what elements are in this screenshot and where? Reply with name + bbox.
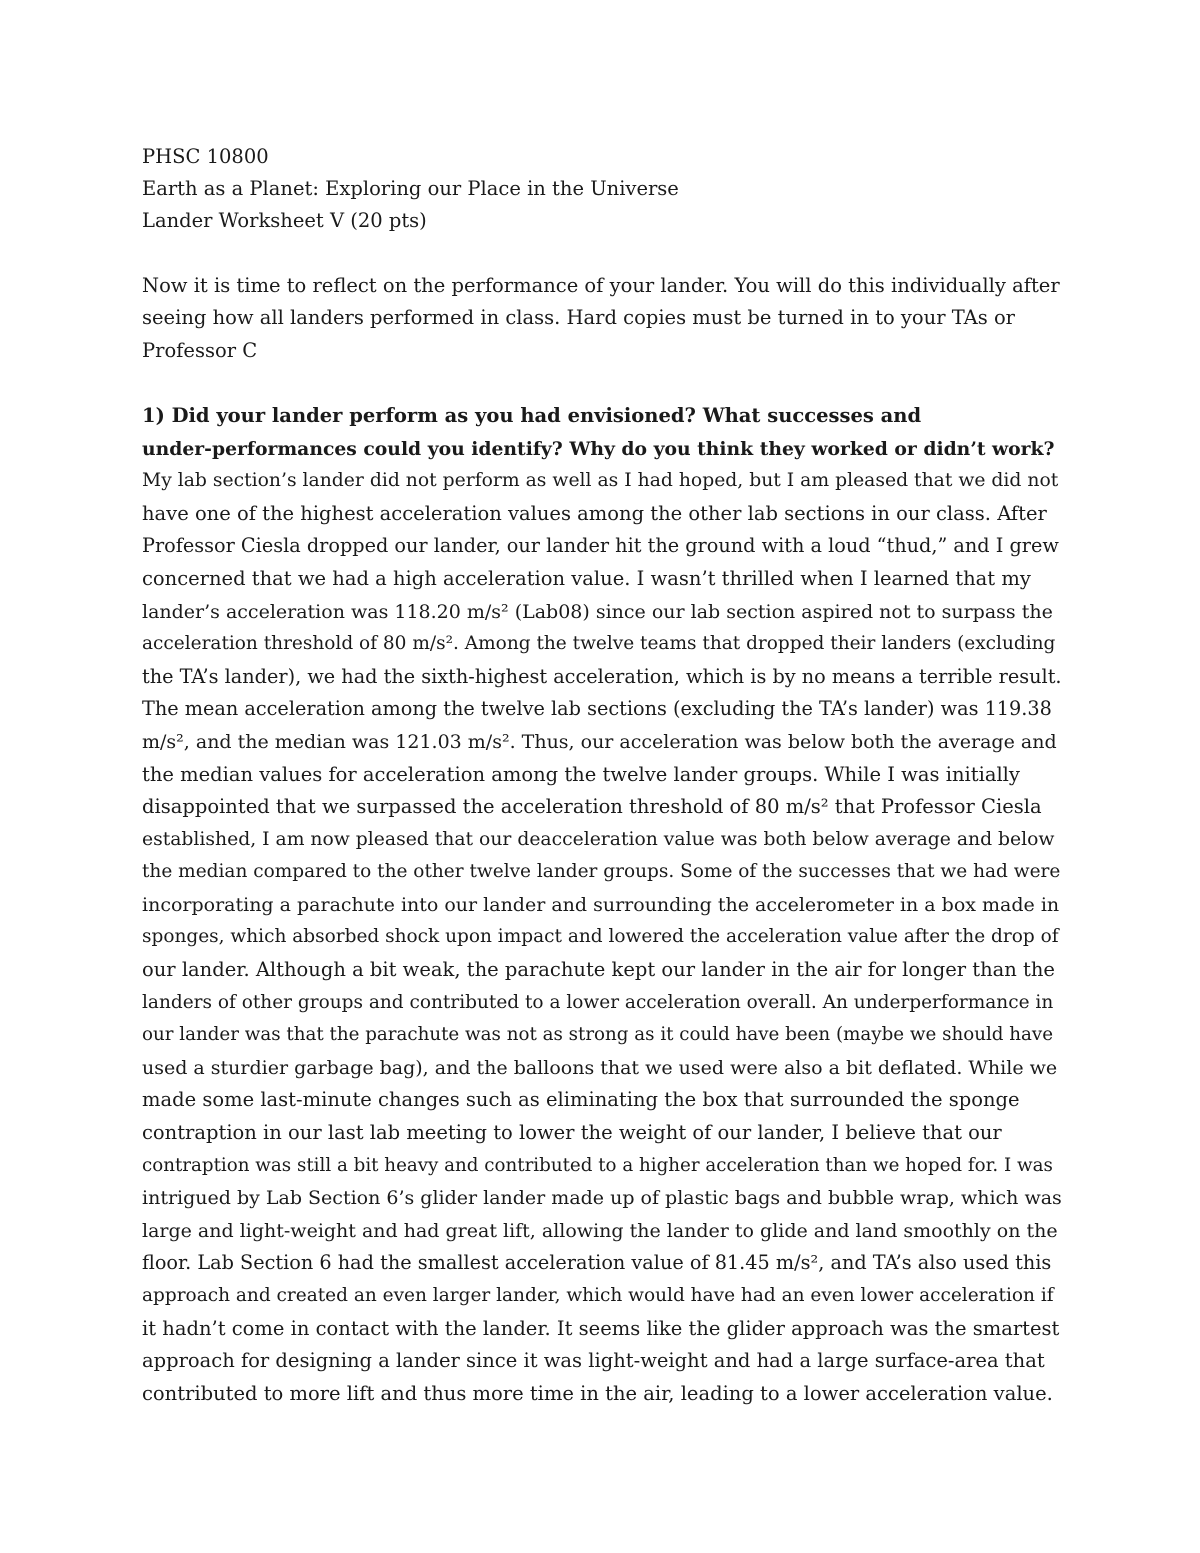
answer-line: our lander was that the parachute was not as strong as it could have been (maybe we should have [142,1024,1054,1046]
answer-line: the TA’s lander), we had the sixth-highest acceleration, which is by no means a terrible result. [142,664,1062,688]
intro-paragraph [142,270,1062,368]
worksheet-title: Lander Worksheet V (20 pts) [142,209,427,232]
answer-line: have one of the highest acceleration values among the other lab sections in our class. After [142,501,1047,525]
answer-line: it hadn’t come in contact with the lander. It seems like the glider approach was the smartest [142,1316,1060,1340]
answer-line: My lab section’s lander did not perform as well as I had hoped, but I am pleased that we did not [142,470,1059,492]
answer-line: acceleration threshold of 80 m/s². Among the twelve teams that dropped their landers (excluding [142,633,1056,655]
answer-line: used a sturdier garbage bag), and the balloons that we used were also a bit deflated. While we [142,1056,1058,1079]
intro-line: seeing how all landers performed in class. Hard copies must be turned in to your TAs or [142,306,1016,330]
answer-line: sponges, which absorbed shock upon impact and lowered the acceleration value after the drop of [142,926,1059,948]
answer-line: approach for designing a lander since it was light-weight and had a large surface-area that [142,1349,1045,1373]
answer-line: intrigued by Lab Section 6’s glider lander made up of plastic bags and bubble wrap, which was [142,1187,1062,1210]
answer-line: The mean acceleration among the twelve lab sections (excluding the TA’s lander) was 119.38 [142,697,1052,721]
answer-line: contraption in our last lab meeting to lower the weight of our lander, I believe that our [142,1121,1002,1145]
answer-line: established, I am now pleased that our deacceleration value was both below average and below [142,828,1055,850]
course-code: PHSC 10800 [142,145,269,168]
answer-line: disappointed that we surpassed the acceleration threshold of 80 m/s² that Professor Ciesla [142,795,1042,819]
answer-paragraph [142,465,1062,1410]
answer-line: approach and created an even larger lander, which would have had an even lower acceleration if [142,1285,1054,1306]
answer-line: incorporating a parachute into our lander and surrounding the accelerometer in a box made in [142,893,1060,916]
answer-line: large and light-weight and had great lift, allowing the lander to glide and land smoothly on the [142,1219,1058,1242]
intro-line: Now it is time to reflect on the performance of your lander. You will do this individually after [142,273,1060,297]
answer-line: contributed to more lift and thus more time in the air, leading to a lower acceleration value. [142,1381,1053,1405]
course-title: Earth as a Planet: Exploring our Place in the Universe [142,177,679,200]
document-page [142,141,1062,1410]
spacer [142,367,1062,400]
question-line: 1) Did your lander perform as you had envisioned? What successes and [142,403,922,427]
question-heading [142,400,1062,465]
answer-line: the median compared to the other twelve lander groups. Some of the successes that we had were [142,861,1061,883]
question-line: under-performances could you identify? Why do you think they worked or didn’t work? [142,437,1055,460]
answer-line: m/s², and the median was 121.03 m/s². Thus, our acceleration was below both the average and [142,730,1057,753]
intro-line: Professor C [142,338,258,362]
answer-line: landers of other groups and contributed to a lower acceleration overall. An underperformance in [142,991,1054,1013]
answer-line: lander’s acceleration was 118.20 m/s² (Lab08) since our lab section aspired not to surpass the [142,600,1053,623]
spacer [142,237,1062,270]
answer-line: our lander. Although a bit weak, the parachute kept our lander in the air for longer than the [142,958,1055,982]
answer-line: floor. Lab Section 6 had the smallest acceleration value of 81.45 m/s², and TA’s also used this [142,1251,1052,1275]
answer-line: concerned that we had a high acceleration value. I wasn’t thrilled when I learned that my [142,566,1031,590]
answer-line: Professor Ciesla dropped our lander, our lander hit the ground with a loud “thud,” and I grew [142,534,1059,558]
answer-line: the median values for acceleration among the twelve lander groups. While I was initially [142,762,1020,786]
answer-line: made some last-minute changes such as eliminating the box that surrounded the sponge [142,1088,1020,1112]
answer-line: contraption was still a bit heavy and contributed to a higher acceleration than we hoped for. I was [142,1154,1053,1176]
